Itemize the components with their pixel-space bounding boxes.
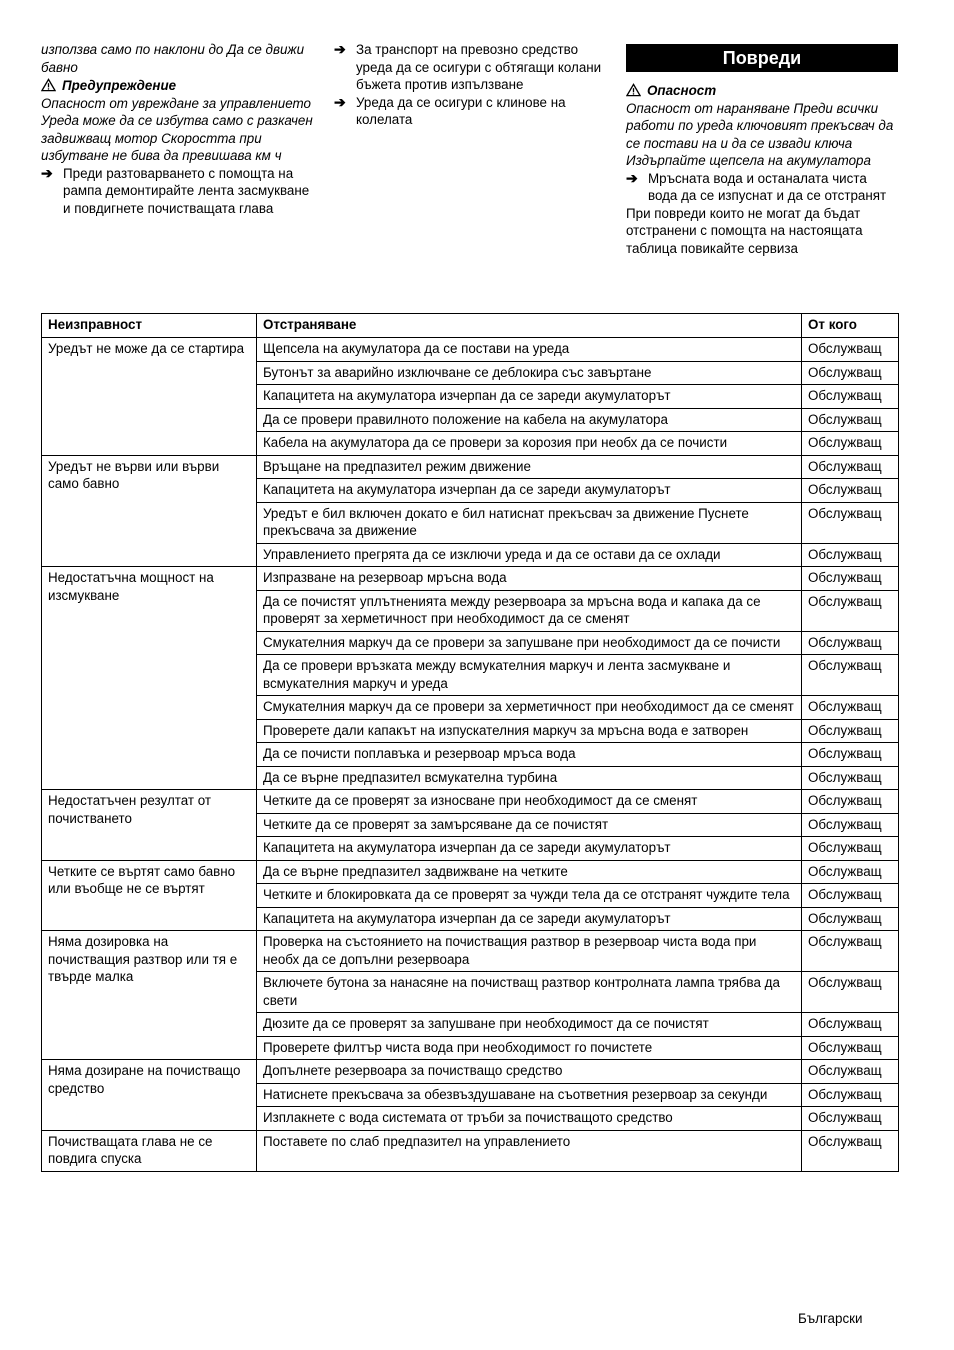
list-item-text: Уреда да се осигури с клинове на колелата bbox=[356, 94, 566, 127]
by-whom-cell: Обслужващ bbox=[802, 884, 899, 908]
danger-title: Опасност bbox=[647, 83, 717, 98]
table-row bbox=[42, 455, 899, 479]
table-row bbox=[42, 790, 899, 814]
arrow-right-icon: ➔ bbox=[626, 169, 638, 186]
table-row bbox=[42, 567, 899, 591]
column-middle bbox=[334, 41, 612, 129]
by-whom-cell: Обслужващ bbox=[802, 1083, 899, 1107]
header-remedy: Отстраняване bbox=[257, 314, 802, 338]
intro-text: използва само по наклони до Да се движи бавно bbox=[41, 42, 305, 75]
remedy-cell: Смукателния маркуч да се провери за запушване при необходимост да се почисти bbox=[257, 631, 802, 655]
remedy-cell: Допълнете резервоара за почистващо средство bbox=[257, 1060, 802, 1084]
remedy-cell: Проверете филтър чиста вода при необходимост го почистете bbox=[257, 1036, 802, 1060]
warning-triangle-icon bbox=[41, 78, 56, 92]
remedy-cell: Четките да се проверят за износване при необходимост да се сменят bbox=[257, 790, 802, 814]
by-whom-cell: Обслужващ bbox=[802, 837, 899, 861]
remedy-cell: Капацитета на акумулатора изчерпан да се зареди акумулаторът bbox=[257, 479, 802, 503]
arrow-right-icon: ➔ bbox=[334, 93, 346, 110]
warning-heading bbox=[41, 77, 319, 95]
by-whom-cell: Обслужващ bbox=[802, 1036, 899, 1060]
by-whom-cell: Обслужващ bbox=[802, 655, 899, 696]
service-note: При повреди които не могат да бъдат отстранени с помощта на настоящата таблица повикайте сервиза bbox=[626, 205, 863, 256]
danger-heading bbox=[626, 82, 898, 100]
remedy-cell: Да се провери връзката между всмукателния маркуч и лента засмукване и всмукателния маркуч и уреда bbox=[257, 655, 802, 696]
header-by-whom: От кого bbox=[802, 314, 899, 338]
by-whom-cell: Обслужващ bbox=[802, 502, 899, 543]
remedy-cell: Капацитета на акумулатора изчерпан да се зареди акумулаторът bbox=[257, 907, 802, 931]
warning-text: Опасност от увреждане за управлението Уреда може да се избутва само с разкачен задвижващ мотор Скоростта при избутване не бива да превишава км ч bbox=[41, 95, 313, 163]
by-whom-cell: Обслужващ bbox=[802, 361, 899, 385]
remedy-cell: Кабела на акумулатора да се провери за корозия при необх да се почисти bbox=[257, 432, 802, 456]
remedy-cell: Четките и блокировката да се проверят за чужди тела да се отстранят чуждите тела bbox=[257, 884, 802, 908]
table-row bbox=[42, 1130, 899, 1171]
by-whom-cell: Обслужващ bbox=[802, 696, 899, 720]
by-whom-cell: Обслужващ bbox=[802, 455, 899, 479]
fault-cell: Уредът не върви или върви само бавно bbox=[42, 455, 257, 567]
table-body bbox=[42, 338, 899, 1172]
remedy-cell: Четките да се проверят за замърсяване да се почистят bbox=[257, 813, 802, 837]
fault-cell: Недостатъчен резултат от почистването bbox=[42, 790, 257, 861]
arrow-right-icon: ➔ bbox=[41, 164, 53, 181]
by-whom-cell: Обслужващ bbox=[802, 743, 899, 767]
fault-cell: Уредът не може да се стартира bbox=[42, 338, 257, 456]
remedy-cell: Да се върне предпазител всмукателна турбина bbox=[257, 766, 802, 790]
fault-cell: Недостатъчна мощност на изсмукване bbox=[42, 567, 257, 790]
remedy-cell: Да се почистят уплътненията между резервоара за мръсна вода и капака да се проверят за херметичност при необходимост да се сменят bbox=[257, 590, 802, 631]
by-whom-cell: Обслужващ bbox=[802, 338, 899, 362]
by-whom-cell: Обслужващ bbox=[802, 1060, 899, 1084]
remedy-cell: Включете бутона за нанасяне на почистващ разтвор контролната лампа трябва да свети bbox=[257, 972, 802, 1013]
by-whom-cell: Обслужващ bbox=[802, 385, 899, 409]
remedy-cell: Проверка на състоянието на почистващия разтвор в резервоар чиста вода при необх да се допълни резервоара bbox=[257, 931, 802, 972]
by-whom-cell: Обслужващ bbox=[802, 972, 899, 1013]
remedy-cell: Поставете по слаб предпазител на управлението bbox=[257, 1130, 802, 1171]
by-whom-cell: Обслужващ bbox=[802, 432, 899, 456]
list-item bbox=[334, 41, 612, 94]
arrow-right-icon: ➔ bbox=[334, 41, 346, 57]
table-row bbox=[42, 931, 899, 972]
by-whom-cell: Обслужващ bbox=[802, 860, 899, 884]
remedy-cell: Щепсела на акумулатора да се постави на уреда bbox=[257, 338, 802, 362]
remedy-cell: Капацитета на акумулатора изчерпан да се зареди акумулаторът bbox=[257, 837, 802, 861]
remedy-cell: Уредът е бил включен докато е бил натиснат прекъсвач за движение Пуснете прекъсвача за движение bbox=[257, 502, 802, 543]
remedy-cell: Изплакнете с вода системата от тръби за почистващото средство bbox=[257, 1107, 802, 1131]
list-item bbox=[41, 165, 319, 218]
table-row bbox=[42, 338, 899, 362]
by-whom-cell: Обслужващ bbox=[802, 766, 899, 790]
remedy-cell: Изпразване на резервоар мръсна вода bbox=[257, 567, 802, 591]
footer-language: Български bbox=[798, 1311, 863, 1326]
remedy-cell: Натиснете прекъсвача за обезвъздушаване на съответния резервоар за секунди bbox=[257, 1083, 802, 1107]
fault-cell: Четките се въртят само бавно или въобще не се въртят bbox=[42, 860, 257, 931]
by-whom-cell: Обслужващ bbox=[802, 1130, 899, 1171]
by-whom-cell: Обслужващ bbox=[802, 408, 899, 432]
remedy-cell: Бутонът за аварийно изключване се деблокира със завъртане bbox=[257, 361, 802, 385]
column-right bbox=[626, 41, 898, 257]
remedy-cell: Управлението прегрята да се изключи уреда и да се остави да се охлади bbox=[257, 543, 802, 567]
list-item-text: За транспорт на превозно средство уреда да се осигури с обтягащи колани бъжета против изпълзване bbox=[356, 42, 602, 92]
fault-cell: Почистващата глава не се повдига спуска bbox=[42, 1130, 257, 1171]
remedy-cell: Връщане на предпазител режим движение bbox=[257, 455, 802, 479]
table-header-row bbox=[42, 314, 899, 338]
danger-text: Опасност от нараняване Преди всички работи по уреда ключовият прекъсвач да се постави на и да се извади ключа Издърпайте щепсела на акумулатора bbox=[626, 100, 894, 168]
by-whom-cell: Обслужващ bbox=[802, 931, 899, 972]
fault-cell: Няма дозировка на почистващия разтвор или тя е твърде малка bbox=[42, 931, 257, 1060]
table-row bbox=[42, 860, 899, 884]
section-heading: Повреди bbox=[626, 44, 898, 72]
remedy-cell: Смукателния маркуч да се провери за херметичност при необходимост да се сменят bbox=[257, 696, 802, 720]
list-item bbox=[626, 170, 898, 205]
troubleshooting-table bbox=[41, 313, 899, 1172]
fault-cell: Няма дозиране на почистващо средство bbox=[42, 1060, 257, 1131]
table-row bbox=[42, 1060, 899, 1084]
remedy-cell: Дюзите да се проверят за запушване при необходимост да се почистят bbox=[257, 1013, 802, 1037]
by-whom-cell: Обслужващ bbox=[802, 631, 899, 655]
remedy-cell: Да се върне предпазител задвижване на четките bbox=[257, 860, 802, 884]
by-whom-cell: Обслужващ bbox=[802, 813, 899, 837]
by-whom-cell: Обслужващ bbox=[802, 543, 899, 567]
remedy-cell: Проверете дали капакът на изпускателния маркуч за мръсна вода е затворен bbox=[257, 719, 802, 743]
list-item-text: Преди разтоварването с помощта на рампа демонтирайте лента засмукване и повдигнете почистващата глава bbox=[63, 165, 310, 216]
remedy-cell: Капацитета на акумулатора изчерпан да се зареди акумулаторът bbox=[257, 385, 802, 409]
remedy-cell: Да се почисти поплавъка и резервоар мръса вода bbox=[257, 743, 802, 767]
warning-title: Предупреждение bbox=[62, 78, 177, 93]
warning-triangle-icon bbox=[626, 83, 641, 97]
by-whom-cell: Обслужващ bbox=[802, 479, 899, 503]
by-whom-cell: Обслужващ bbox=[802, 790, 899, 814]
by-whom-cell: Обслужващ bbox=[802, 907, 899, 931]
by-whom-cell: Обслужващ bbox=[802, 590, 899, 631]
by-whom-cell: Обслужващ bbox=[802, 1107, 899, 1131]
by-whom-cell: Обслужващ bbox=[802, 1013, 899, 1037]
by-whom-cell: Обслужващ bbox=[802, 567, 899, 591]
column-left bbox=[41, 41, 319, 217]
list-item-text: Мръсната вода и останалата чиста вода да се изпуснат и да се отстранят bbox=[648, 170, 887, 203]
remedy-cell: Да се провери правилното положение на кабела на акумулатора bbox=[257, 408, 802, 432]
header-fault: Неизправност bbox=[42, 314, 257, 338]
by-whom-cell: Обслужващ bbox=[802, 719, 899, 743]
list-item bbox=[334, 94, 612, 129]
